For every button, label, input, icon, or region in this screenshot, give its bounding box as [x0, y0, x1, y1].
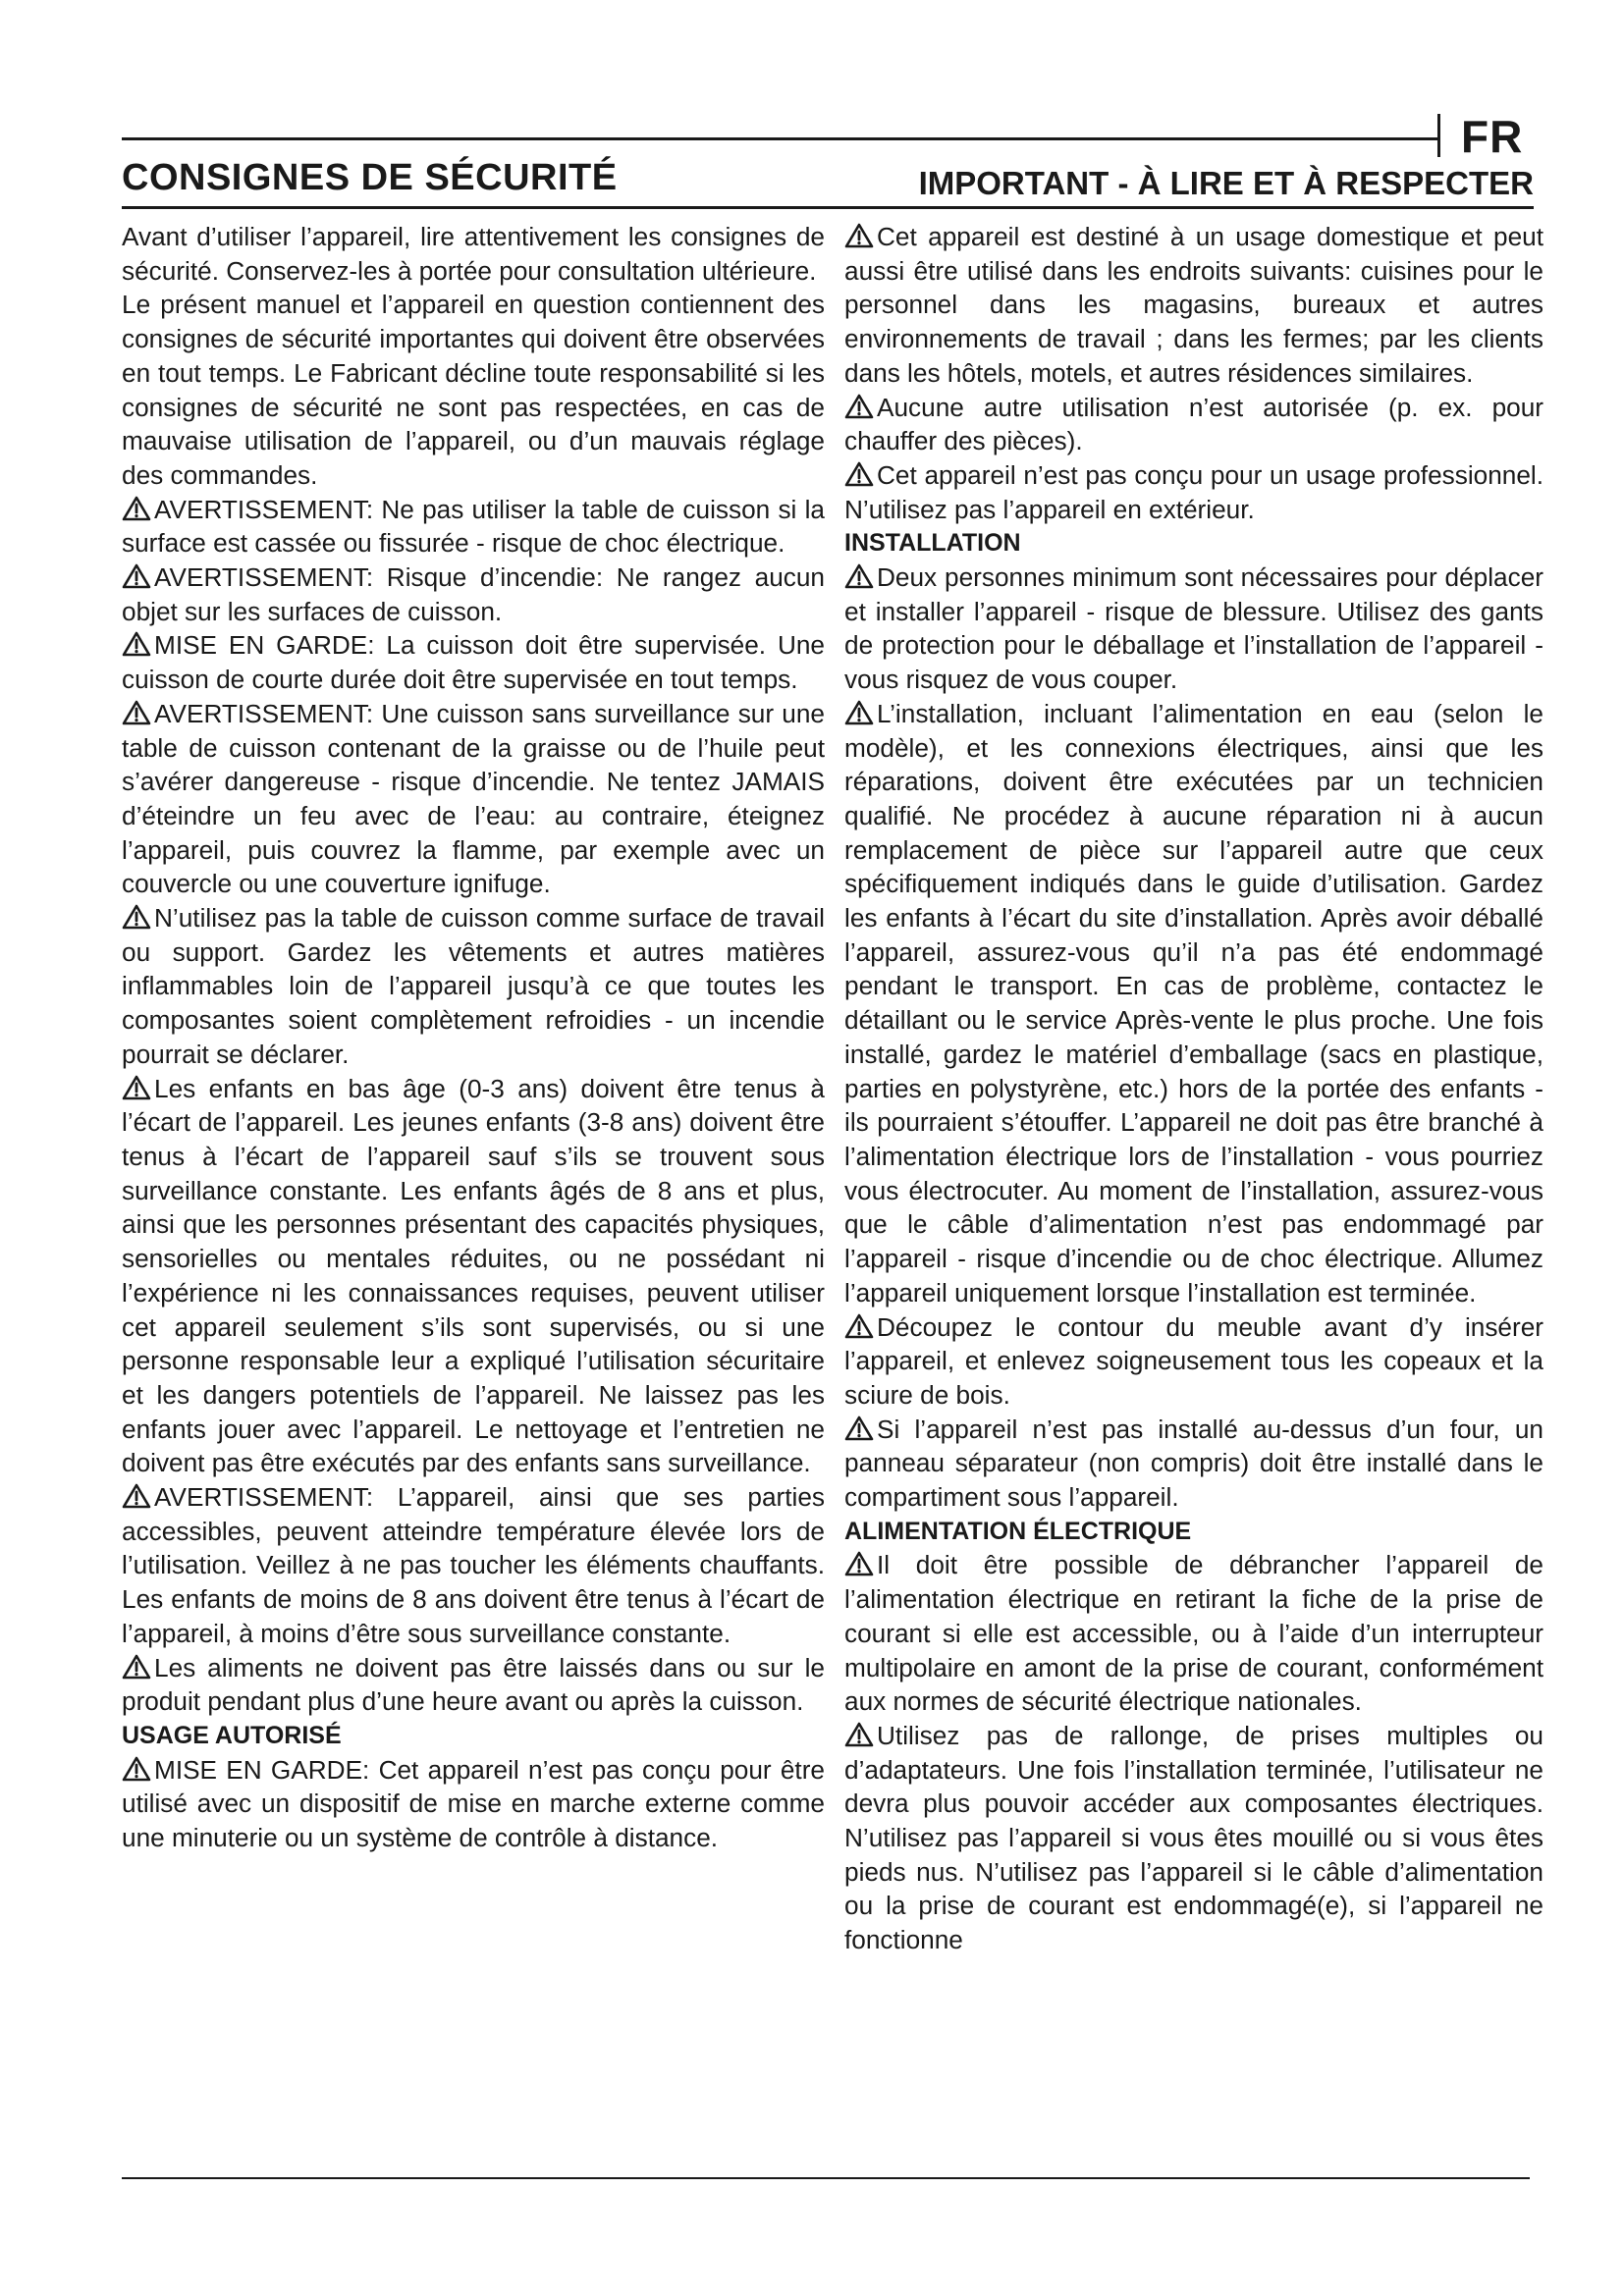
- body-paragraph: [122, 288, 825, 492]
- paragraph-text: Si l’appareil n’est pas installé au-dessus d’un four, un panneau séparateur (non compris) doit être installé dans le compartiment sous l’appareil.: [844, 1414, 1543, 1513]
- warning-paragraph: [122, 1480, 825, 1651]
- paragraph-text: Cet appareil n’est pas conçu pour un usage professionnel. N’utilisez pas l’appareil en extérieur.: [844, 459, 1543, 524]
- language-divider: [1437, 114, 1440, 157]
- paragraph-text: MISE EN GARDE: Cet appareil n’est pas conçu pour être utilisé avec un dispositif de mise en marche externe comme une minuterie ou un système de contrôle à distance.: [122, 1754, 825, 1853]
- warning-icon: [844, 563, 874, 589]
- warning-icon: [122, 1654, 151, 1680]
- warning-icon: [844, 700, 874, 725]
- warning-paragraph: [122, 1753, 825, 1855]
- paragraph-text: Les aliments ne doivent pas être laissés dans ou sur le produit pendant plus d’une heure avant ou après la cuisson.: [122, 1652, 825, 1717]
- warning-paragraph: [844, 1548, 1543, 1719]
- paragraph-text: AVERTISSEMENT: Une cuisson sans surveillance sur une table de cuisson contenant de la graisse ou de l’huile peut s’avérer dangereuse - risque d’incendie. Ne tentez JAMAIS d’éteindre un feu avec de l’eau: au contraire, éteignez l’appareil, puis couvrez la flamme, par exemple avec un couvercle ou une couverture ignifuge.: [122, 698, 825, 899]
- warning-paragraph: [844, 1719, 1543, 1957]
- warning-icon: [122, 1756, 151, 1782]
- warning-paragraph: [122, 901, 825, 1072]
- paragraph-text: Les enfants en bas âge (0-3 ans) doivent être tenus à l’écart de l’appareil. Les jeunes enfants (3-8 ans) doivent être tenus à l’écart de l’appareil sauf s’ils se trouvent sous surveillance constante. Les enfants âgés de 8 ans et plus, ainsi que les personnes présentant des capacités physiques, sensorielles ou mentales réduites, ou ne possédant ni l’expérience ni les connaissances requises, peuvent utiliser cet appareil seulement s’ils sont supervisés, ou si une personne responsable leur a expliqué l’utilisation sécuritaire et les dangers potentiels de l’appareil. Ne laissez pas les enfants jouer avec l’appareil. Le nettoyage et l’entretien ne doivent pas être exécutés par des enfants sans surveillance.: [122, 1073, 825, 1478]
- paragraph-text: Découpez le contour du meuble avant d’y insérer l’appareil, et enlevez soigneusement tous les copeaux et la sciure de bois.: [844, 1311, 1543, 1410]
- warning-icon: [122, 563, 151, 589]
- footer-rule: [122, 2177, 1530, 2179]
- warning-paragraph: [122, 1072, 825, 1480]
- warning-paragraph: [844, 697, 1543, 1310]
- warning-paragraph: [122, 493, 825, 561]
- paragraph-text: N’utilisez pas la table de cuisson comme surface de travail ou support. Gardez les vêtements et autres matières inflammables loin de l’appareil jusqu’à ce que toutes les composantes soient complètement refroidies - un incendie pourrait se déclarer.: [122, 903, 825, 1069]
- paragraph-text: MISE EN GARDE: La cuisson doit être supervisée. Une cuisson de courte durée doit être supervisée en tout temps.: [122, 630, 825, 695]
- warning-icon: [844, 223, 874, 248]
- right-column: [844, 220, 1543, 1957]
- paragraph-text: Utilisez pas de rallonge, de prises multiples ou d’adaptateurs. Une fois l’installation terminée, l’utilisateur ne devra plus pouvoir accéder aux composantes électriques. N’utilisez pas l’appareil si vous êtes mouillé ou si vous êtes pieds nus. N’utilisez pas l’appareil si le câble d’alimentation ou la prise de courant est endommagé(e), si l’appareil ne fonctionne: [844, 1720, 1543, 1955]
- paragraph-text: Deux personnes minimum sont nécessaires pour déplacer et installer l’appareil - risque de blessure. Utilisez des gants de protection pour le déballage et l’installation de l’appareil - vous risquez de vous couper.: [844, 562, 1543, 695]
- paragraph-text: L’installation, incluant l’alimentation en eau (selon le modèle), et les connexions électriques, ainsi que les réparations, doivent être exécutées par un technicien qualifié. Ne procédez à aucune réparation ni à aucun remplacement de pièce sur l’appareil autre que ceux spécifiquement indiqués dans le guide d’utilisation. Gardez les enfants à l’écart du site d’installation. Après avoir déballé l’appareil, assurez-vous qu’il n’a pas été endommagé pendant le transport. En cas de problème, contactez le détaillant ou le service Après-vente le plus proche. Une fois installé, gardez le matériel d’emballage (sacs en plastique, parties en polystyrène, etc.) hors de la portée des enfants - ils pourraient s’étouffer. L’appareil ne doit pas être branché à l’alimentation électrique lors de l’installation - vous pourriez vous électrocuter. Au moment de l’installation, assurez-vous que le câble d’alimentation n’est pas endommagé par l’appareil - risque d’incendie ou de choc électrique. Allumez l’appareil uniquement lorsque l’installation est terminée.: [844, 698, 1543, 1308]
- paragraph-text: Le présent manuel et l’appareil en question contiennent des consignes de sécurité importantes qui doivent être observées en tout temps. Le Fabricant décline toute responsabilité si les consignes de sécurité ne sont pas respectées, en cas de mauvaise utilisation de l’appareil, ou d’un mauvais réglage des commandes.: [122, 290, 825, 490]
- paragraph-text: AVERTISSEMENT: Risque d’incendie: Ne rangez aucun objet sur les surfaces de cuisson.: [122, 562, 825, 626]
- warning-icon: [122, 496, 151, 521]
- warning-paragraph: [844, 220, 1543, 391]
- warning-icon: [122, 700, 151, 725]
- warning-paragraph: [844, 1310, 1543, 1413]
- title-underline: [122, 206, 1534, 209]
- warning-paragraph: [844, 1413, 1543, 1515]
- paragraph-text: AVERTISSEMENT: L’appareil, ainsi que ses parties accessibles, peuvent atteindre température élevée lors de l’utilisation. Veillez à ne pas toucher les éléments chauffants. Les enfants de moins de 8 ans doivent être tenus à l’écart de l’appareil, à moins d’être sous surveillance constante.: [122, 1482, 825, 1648]
- warning-paragraph: [122, 1651, 825, 1719]
- page-subtitle: IMPORTANT - À LIRE ET À RESPECTER: [918, 165, 1534, 201]
- warning-icon: [122, 631, 151, 657]
- warning-icon: [844, 461, 874, 487]
- section-heading: ALIMENTATION ÉLECTRIQUE: [844, 1517, 1192, 1545]
- warning-icon: [122, 1075, 151, 1100]
- warning-paragraph: [122, 561, 825, 628]
- warning-paragraph: [122, 697, 825, 901]
- paragraph-text: AVERTISSEMENT: Ne pas utiliser la table de cuisson si la surface est cassée ou fissurée - risque de choc électrique.: [122, 494, 825, 559]
- warning-paragraph: [844, 458, 1543, 526]
- body-paragraph: [122, 220, 825, 288]
- page-title: CONSIGNES DE SÉCURITÉ: [122, 157, 618, 198]
- warning-icon: [844, 1415, 874, 1441]
- paragraph-text: Cet appareil est destiné à un usage domestique et peut aussi être utilisé dans les endroits suivants: cuisines pour le personnel dans les magasins, bureaux et autres environnements de travail ; dans les fermes; par les clients dans les hôtels, motels, et autres résidences similaires.: [844, 222, 1543, 388]
- warning-icon: [122, 904, 151, 930]
- warning-icon: [844, 1313, 874, 1339]
- language-code: FR: [1461, 111, 1524, 162]
- paragraph-text: Il doit être possible de débrancher l’appareil de l’alimentation électrique en retirant la fiche de la prise de courant si elle est accessible, ou à l’aide d’un interrupteur multipolaire en amont de la prise de courant, conformément aux normes de sécurité électrique nationales.: [844, 1550, 1543, 1717]
- header-top-rule: [122, 137, 1439, 140]
- warning-icon: [122, 1483, 151, 1509]
- paragraph-text: Aucune autre utilisation n’est autorisée (p. ex. pour chauffer des pièces).: [844, 392, 1543, 456]
- warning-paragraph: [122, 628, 825, 696]
- warning-paragraph: [844, 391, 1543, 458]
- section-heading: INSTALLATION: [844, 529, 1021, 558]
- warning-icon: [844, 1722, 874, 1747]
- warning-icon: [844, 1551, 874, 1576]
- warning-paragraph: [844, 561, 1543, 697]
- left-column: [122, 220, 825, 1855]
- warning-icon: [844, 394, 874, 419]
- section-heading: USAGE AUTORISÉ: [122, 1721, 342, 1749]
- paragraph-text: Avant d’utiliser l’appareil, lire attentivement les consignes de sécurité. Conservez-les à portée pour consultation ultérieure.: [122, 222, 825, 286]
